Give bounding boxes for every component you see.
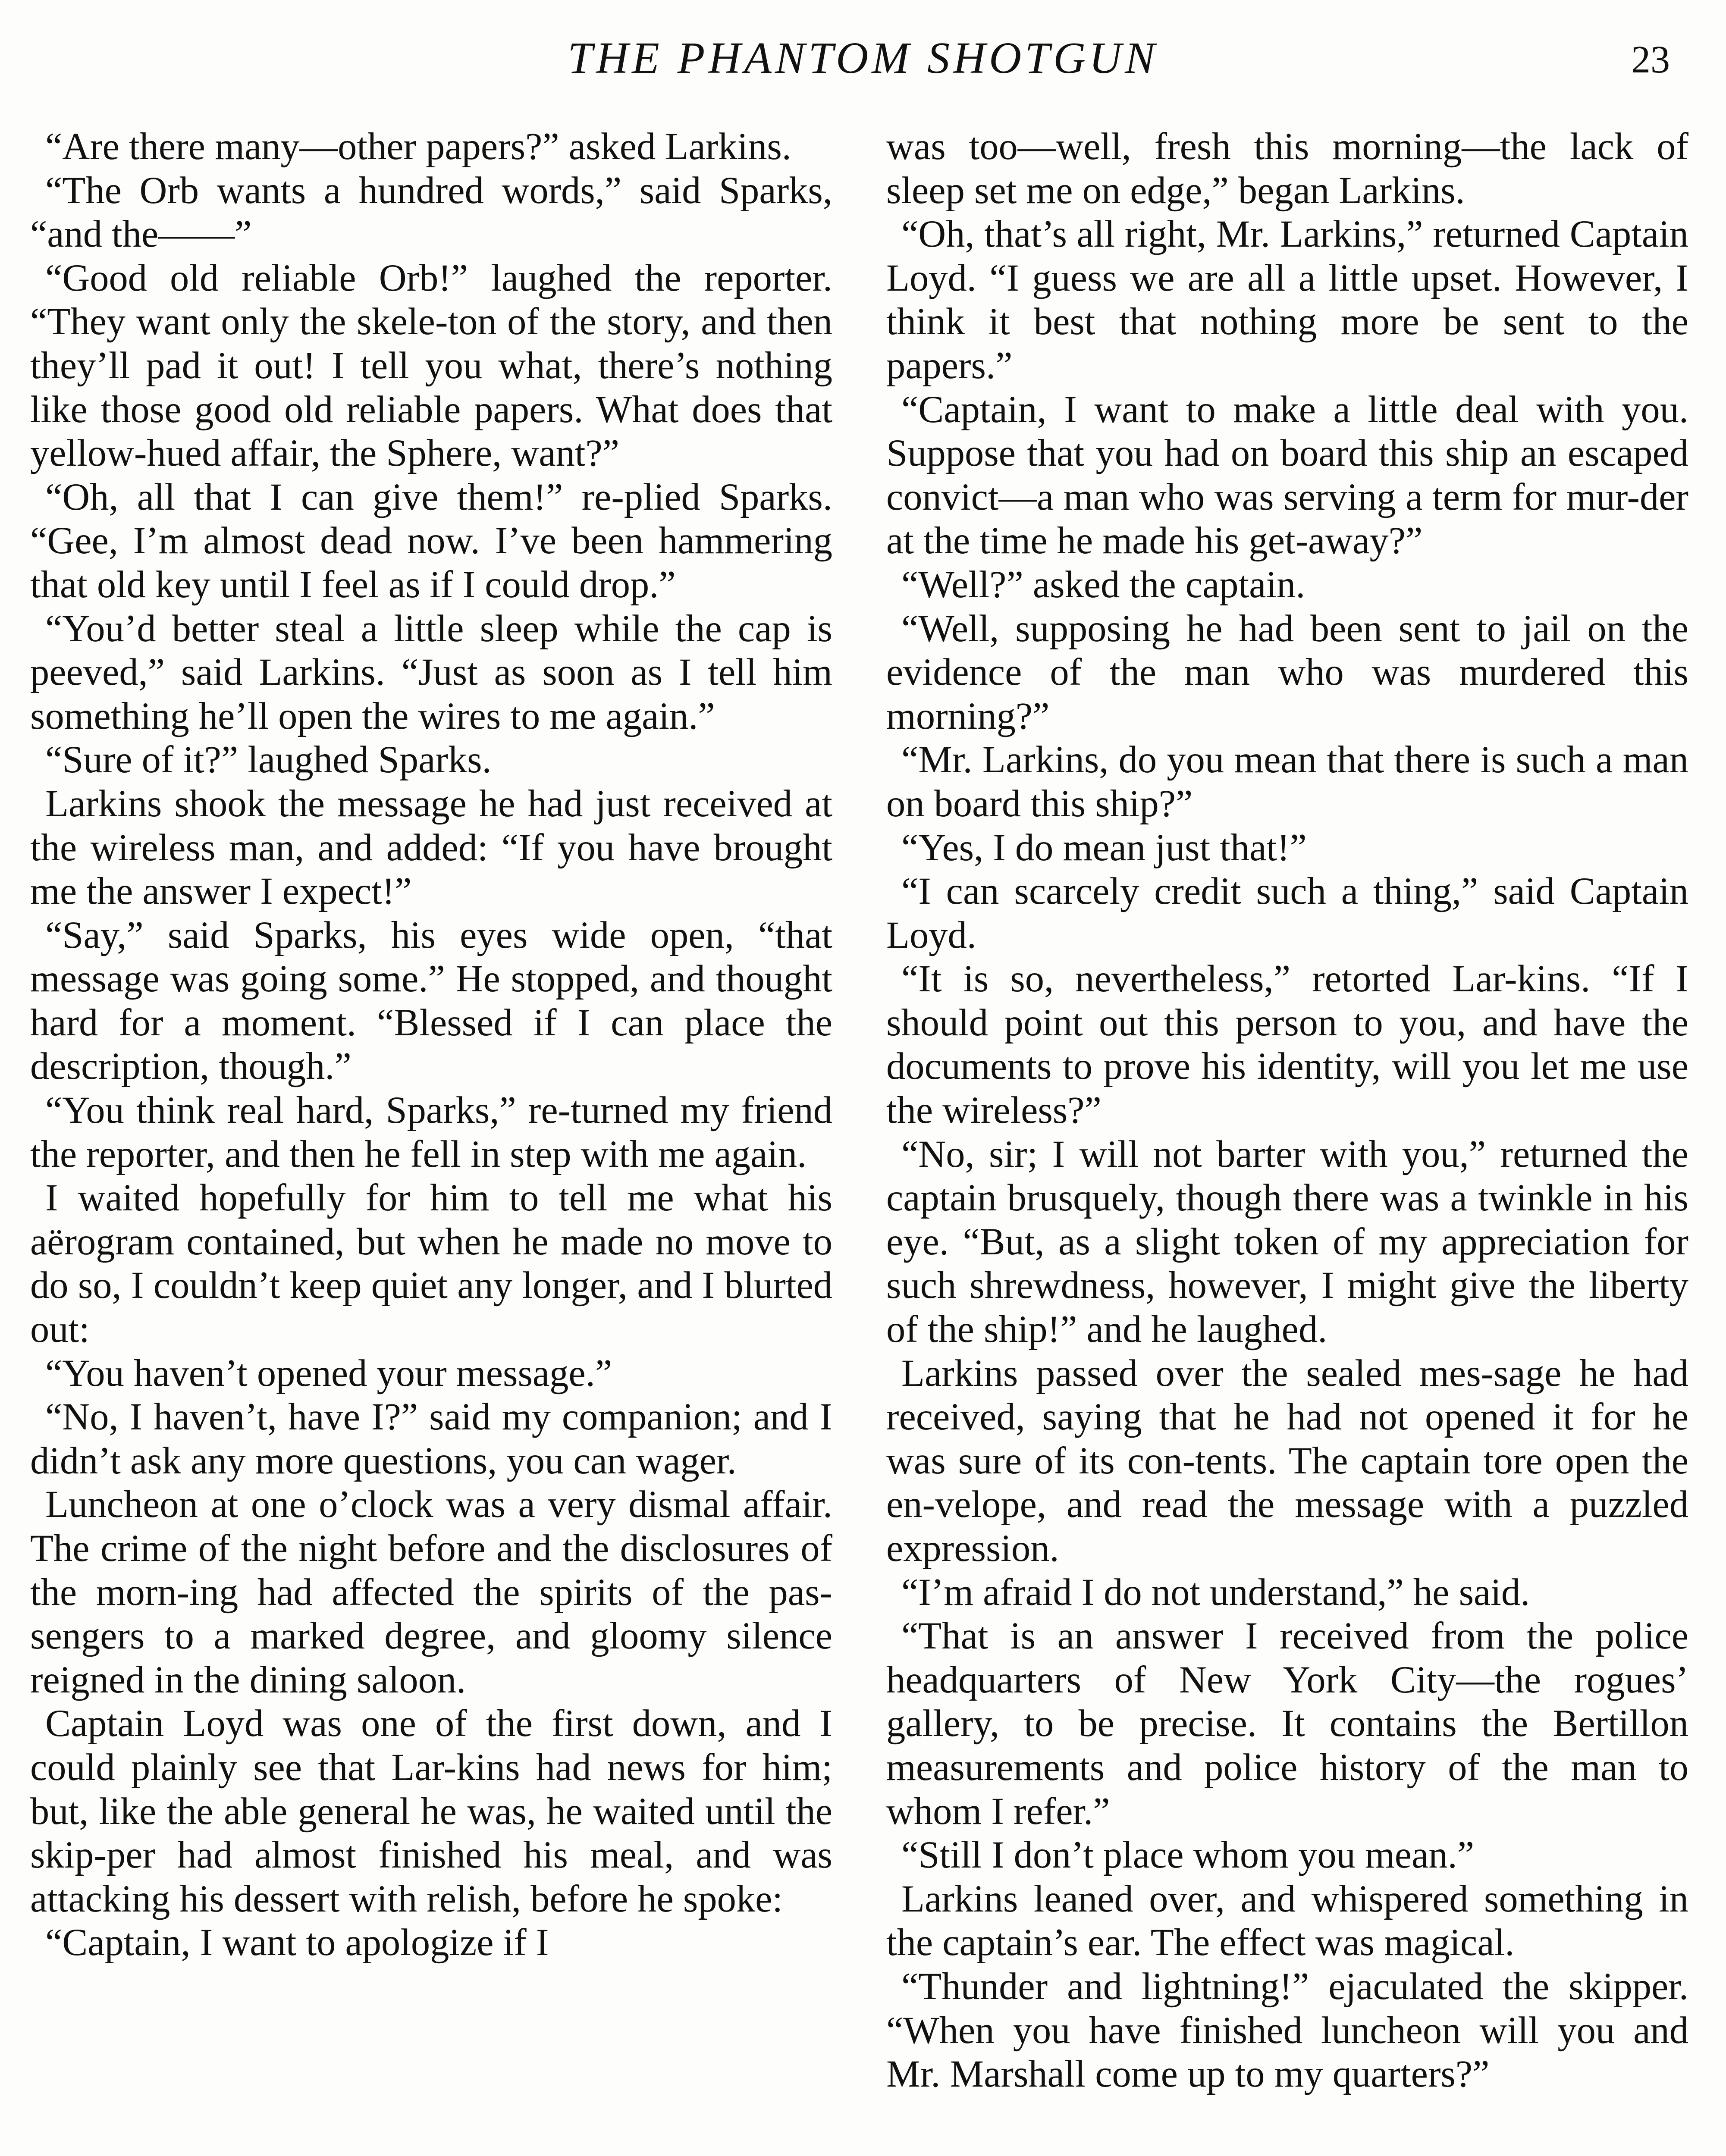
paragraph: “That is an answer I received from the police headquarters of New York City—the rogues’ gallery, to be precise. It contains the Bertillon measurements and police history of the man to whom I refer.” — [886, 1615, 1688, 1833]
paragraph: “You’d better steal a little sleep while the cap is peeved,” said Larkins. “Just as soon as I tell him something he’ll open the wires to me again.” — [30, 607, 832, 737]
left-column — [30, 125, 832, 1965]
paragraph: “Mr. Larkins, do you mean that there is such a man on board this ship?” — [886, 739, 1688, 825]
paragraph: “Thunder and lightning!” ejaculated the skipper. “When you have finished luncheon will you and Mr. Marshall come up to my quarters?” — [886, 1965, 1688, 2096]
paragraph: Larkins shook the message he had just received at the wireless man, and added: “If you have brought me the answer I expect!” — [30, 782, 832, 913]
paragraph: “Oh, that’s all right, Mr. Larkins,” returned Captain Loyd. “I guess we are all a little upset. However, I think it best that nothing more be sent to the papers.” — [886, 213, 1688, 387]
paragraph: “Sure of it?” laughed Sparks. — [45, 739, 492, 781]
right-column — [886, 125, 1688, 2096]
paragraph: “Are there many—other papers?” asked Larkins. — [45, 125, 791, 168]
paragraph: “Oh, all that I can give them!” re-plied Sparks. “Gee, I’m almost dead now. I’ve been hammering that old key until I feel as if I could drop.” — [30, 476, 832, 606]
paragraph: “Still I don’t place whom you mean.” — [901, 1834, 1475, 1877]
running-head — [0, 30, 1726, 86]
paragraph: “Good old reliable Orb!” laughed the reporter. “They want only the skele-ton of the story, and then they’ll pad it out! I tell you what, there’s nothing like those good old reliable papers. What does that yellow-hued affair, the Sphere, want?” — [30, 257, 832, 475]
paragraph: “Well?” asked the captain. — [901, 563, 1305, 606]
paragraph: “Yes, I do mean just that!” — [901, 826, 1307, 869]
paragraph: “I can scarcely credit such a thing,” said Captain Loyd. — [886, 870, 1688, 956]
paragraph: “It is so, nevertheless,” retorted Lar-kins. “If I should point out this person to you, and have the documents to prove his identity, will you let me use the wireless?” — [886, 958, 1688, 1132]
paragraph: “I’m afraid I do not understand,” he said. — [901, 1571, 1530, 1614]
paragraph: “Say,” said Sparks, his eyes wide open, “that message was going some.” He stopped, and thought hard for a moment. “Blessed if I can place the description, though.” — [30, 914, 832, 1088]
paragraph: “No, I haven’t, have I?” said my companion; and I didn’t ask any more questions, you can wager. — [30, 1396, 832, 1482]
paragraph: “The Orb wants a hundred words,” said Sparks, “and the——” — [30, 169, 832, 256]
paragraph: “You think real hard, Sparks,” re-turned my friend the reporter, and then he fell in step with me again. — [30, 1089, 832, 1175]
paragraph: “You haven’t opened your message.” — [45, 1352, 612, 1395]
paragraph: Larkins leaned over, and whispered something in the captain’s ear. The effect was magical. — [886, 1877, 1688, 1964]
paragraph-continued: was too—well, fresh this morning—the lack of sleep set me on edge,” began Larkins. — [886, 125, 1688, 212]
paragraph: Luncheon at one o’clock was a very dismal affair. The crime of the night before and the disclosures of the morn-ing had affected the spirits of the pas-sengers to a marked degree, and gloomy silence reigned in the dining saloon. — [30, 1483, 832, 1701]
paragraph: I waited hopefully for him to tell me what his aërogram contained, but when he made no move to do so, I couldn’t keep quiet any longer, and I blurted out: — [30, 1177, 832, 1351]
paragraph: “Well, supposing he had been sent to jail on the evidence of the man who was murdered this morning?” — [886, 607, 1688, 737]
paragraph: Larkins passed over the sealed mes-sage he had received, saying that he had not opened it for he was sure of its con-tents. The captain tore open the en-velope, and read the message with a puzzled expression. — [886, 1352, 1688, 1570]
paragraph: “No, sir; I will not barter with you,” returned the captain brusquely, though there was a twinkle in his eye. “But, as a slight token of my appreciation for such shrewdness, however, I might give the liberty of the ship!” and he laughed. — [886, 1133, 1688, 1351]
paragraph: “Captain, I want to apologize if I — [45, 1921, 549, 1964]
running-title: THE PHANTOM SHOTGUN — [568, 33, 1158, 83]
page-number: 23 — [1631, 38, 1670, 81]
paragraph: Captain Loyd was one of the first down, and I could plainly see that Lar-kins had news for him; but, like the able general he was, he waited until the skip-per had almost finished his meal, and was attacking his dessert with relish, before he spoke: — [30, 1702, 832, 1920]
paragraph: “Captain, I want to make a little deal with you. Suppose that you had on board this ship an escaped convict—a man who was serving a term for mur-der at the time he made his get-away?” — [886, 388, 1688, 562]
